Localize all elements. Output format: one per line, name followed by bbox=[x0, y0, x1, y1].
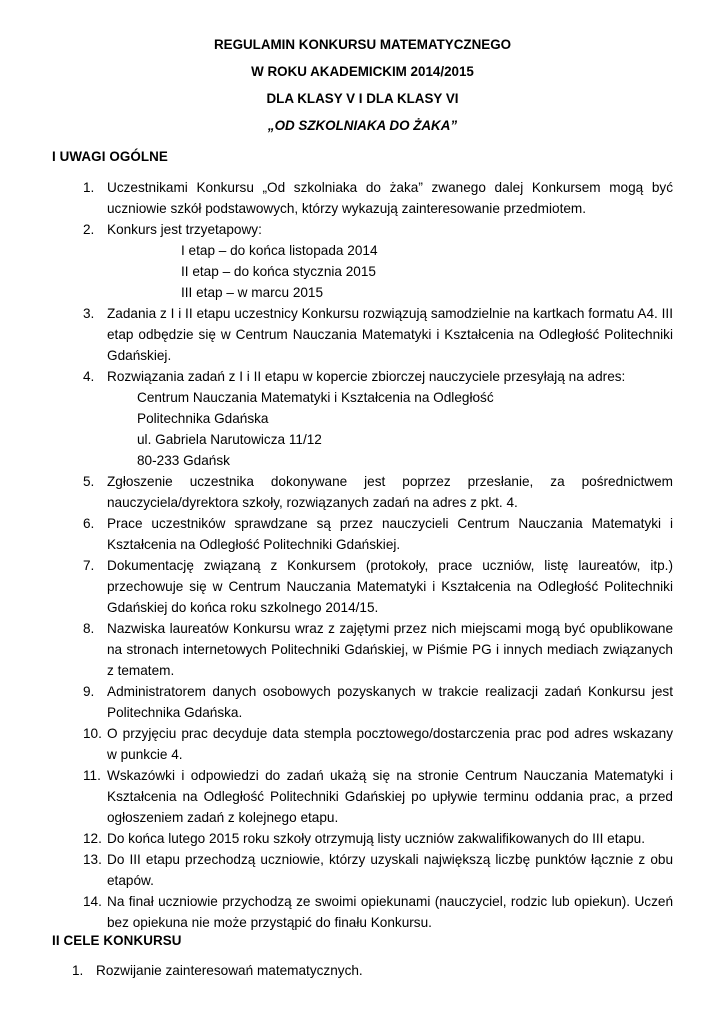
address-line: Centrum Nauczania Matematyki i Kształcenia na Odległość bbox=[137, 390, 494, 405]
list-item bbox=[83, 828, 673, 849]
title-line-3: DLA KLASY V I DLA KLASY VI bbox=[266, 91, 459, 106]
item-number: 14. bbox=[83, 894, 102, 909]
item-number: 11. bbox=[83, 768, 101, 783]
item-number: 9. bbox=[83, 684, 95, 699]
address-line: Politechnika Gdańska bbox=[137, 411, 269, 426]
section-2-heading: II CELE KONKURSU bbox=[52, 933, 182, 948]
title-line-4: „OD SZKOLNIAKA DO ŻAKA” bbox=[267, 118, 458, 133]
item-number: 5. bbox=[83, 474, 95, 489]
item-number: 10. bbox=[83, 726, 102, 741]
item-text: Wskazówki i odpowiedzi do zadań ukażą się na stronie Centrum Nauczania Matematyki i Kształcenia na Odległość Politechniki Gdańskiej po upływie terminu oddania prac, a przed ogłoszeniem zadań z kolejnego etapu. bbox=[107, 768, 673, 825]
list-item bbox=[72, 960, 662, 981]
item-text: Do III etapu przechodzą uczniowie, którzy uzyskali największą liczbę punktów łącznie z obu etapów. bbox=[107, 852, 673, 888]
list-item bbox=[83, 891, 673, 933]
item-text: Zadania z I i II etapu uczestnicy Konkursu rozwiązują samodzielnie na kartkach formatu A4. III etap odbędzie się w Centrum Nauczania Matematyki i Kształcenia na Odległość Politechniki Gdańskiej. bbox=[107, 306, 673, 363]
document-title bbox=[0, 34, 725, 142]
list-item bbox=[83, 849, 673, 891]
item-number: 6. bbox=[83, 516, 95, 531]
stage-line: II etap – do końca stycznia 2015 bbox=[181, 264, 376, 279]
item-text: Dokumentację związaną z Konkursem (protokoły, prace uczniów, listę laureatów, itp.) przechowuje się w Centrum Nauczania Matematyki i Kształcenia na Odległość Politechniki Gdańskiej do końca roku szkolnego 2014/15. bbox=[107, 558, 673, 615]
item-text: Prace uczestników sprawdzane są przez nauczycieli Centrum Nauczania Matematyki i Kształcenia na Odległość Politechniki Gdańskiej. bbox=[107, 516, 673, 552]
list-item bbox=[83, 681, 673, 723]
list-item bbox=[83, 513, 673, 555]
list-item bbox=[83, 366, 673, 471]
item-number: 4. bbox=[83, 369, 95, 384]
title-line-1: REGULAMIN KONKURSU MATEMATYCZNEGO bbox=[213, 37, 512, 52]
item-text: Administratorem danych osobowych pozyskanych w trakcie realizacji zadań Konkursu jest Politechnika Gdańska. bbox=[107, 684, 673, 720]
list-item bbox=[83, 471, 673, 513]
item-text: Do końca lutego 2015 roku szkoły otrzymują listy uczniów zakwalifikowanych do III etapu. bbox=[107, 831, 645, 846]
item-number: 1. bbox=[72, 963, 84, 978]
item-number: 13. bbox=[83, 852, 102, 867]
item-number: 7. bbox=[83, 558, 95, 573]
item-text: O przyjęciu prac decyduje data stempla pocztowego/dostarczenia prac pod adres wskazany w punkcie 4. bbox=[107, 726, 673, 762]
item-text: Zgłoszenie uczestnika dokonywane jest poprzez przesłanie, za pośrednictwem nauczyciela/dyrektora szkoły, rozwiązanych zadań na adres z pkt. 4. bbox=[107, 474, 673, 510]
list-item bbox=[83, 765, 673, 828]
list-item bbox=[83, 723, 673, 765]
section-1-list bbox=[83, 177, 673, 933]
list-item bbox=[83, 555, 673, 618]
item-text: Rozwijanie zainteresowań matematycznych. bbox=[96, 963, 363, 978]
item-number: 2. bbox=[83, 222, 95, 237]
address-line: 80-233 Gdańsk bbox=[137, 453, 230, 468]
item-text: Na finał uczniowie przychodzą ze swoimi opiekunami (nauczyciel, rodzic lub opiekun). Uczeń bez opiekuna nie może przystąpić do finału Konkursu. bbox=[107, 894, 673, 930]
section-1-heading: I UWAGI OGÓLNE bbox=[52, 149, 168, 164]
title-line-2: W ROKU AKADEMICKIM 2014/2015 bbox=[251, 64, 474, 79]
list-item bbox=[83, 177, 673, 219]
item-number: 12. bbox=[83, 831, 102, 846]
address-line: ul. Gabriela Narutowicza 11/12 bbox=[137, 432, 322, 447]
item-number: 8. bbox=[83, 621, 95, 636]
list-item bbox=[83, 303, 673, 366]
stage-line: I etap – do końca listopada 2014 bbox=[181, 243, 378, 258]
item-text: Uczestnikami Konkursu „Od szkolniaka do żaka” zwanego dalej Konkursem mogą być uczniowie szkół podstawowych, którzy wykazują zainteresowanie przedmiotem. bbox=[107, 180, 673, 216]
item-number: 3. bbox=[83, 306, 95, 321]
item-text: Rozwiązania zadań z I i II etapu w kopercie zbiorczej nauczyciele przesyłają na adres: bbox=[107, 369, 626, 384]
list-item bbox=[83, 219, 673, 303]
section-2-list bbox=[72, 960, 662, 981]
stage-line: III etap – w marcu 2015 bbox=[181, 285, 324, 300]
item-text: Konkurs jest trzyetapowy: bbox=[107, 222, 262, 237]
item-number: 1. bbox=[83, 180, 95, 195]
item-text: Nazwiska laureatów Konkursu wraz z zajętymi przez nich miejscami mogą być opublikowane na stronach internetowych Politechniki Gdańskiej, w Piśmie PG i innych mediach związanych z tematem. bbox=[107, 621, 673, 678]
list-item bbox=[83, 618, 673, 681]
